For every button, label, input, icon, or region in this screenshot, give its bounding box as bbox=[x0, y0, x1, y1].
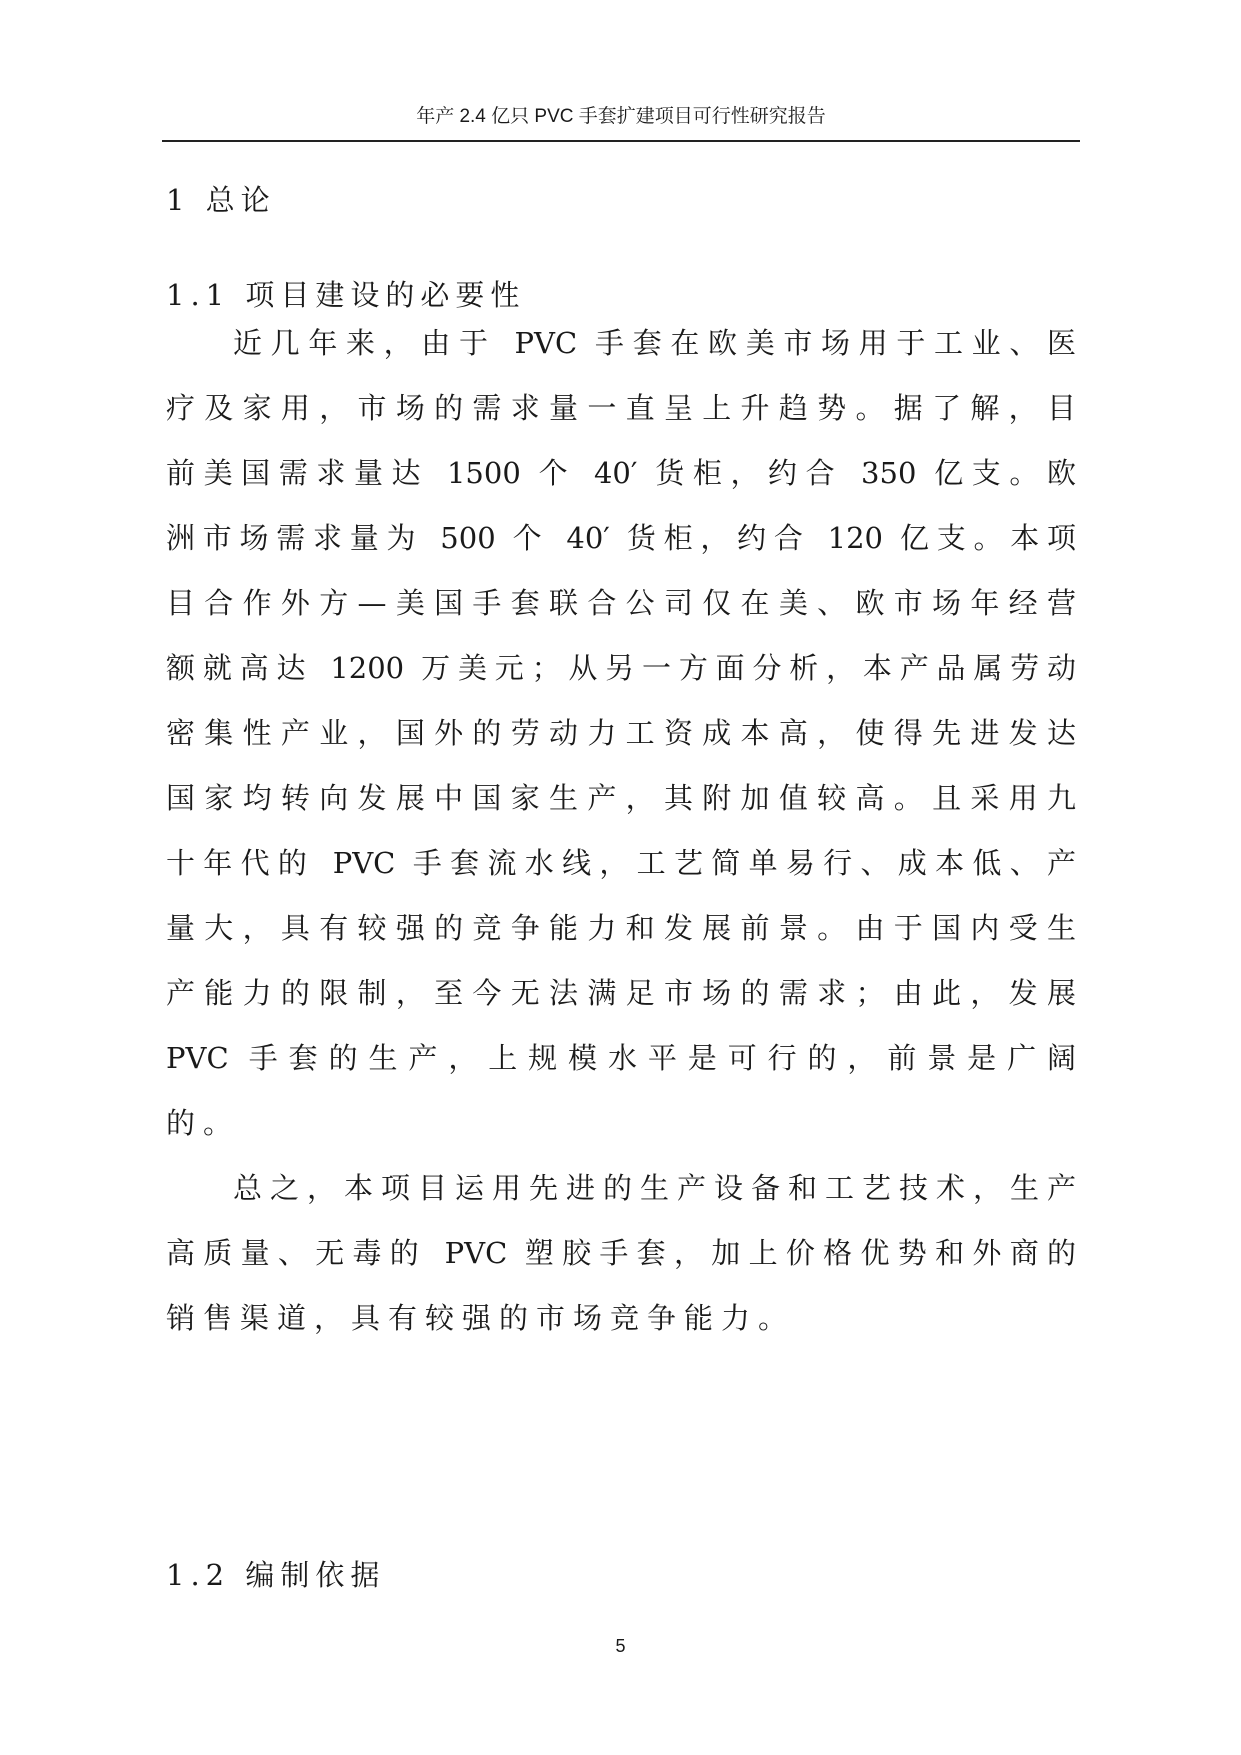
paragraph-line: 的。 bbox=[166, 1106, 241, 1140]
paragraph-line: 疗及家用，市场的需求量一直呈上升趋势。据了解，目 bbox=[166, 391, 1076, 425]
page-number: 5 bbox=[615, 1636, 626, 1656]
paragraph-line: 产能力的限制，至今无法满足市场的需求；由此，发展 bbox=[166, 976, 1076, 1010]
paragraph-line: 十年代的 PVC 手套流水线，工艺简单易行、成本低、产 bbox=[166, 846, 1076, 880]
paragraph-line: 近几年来，由于 PVC 手套在欧美市场用于工业、医 bbox=[233, 326, 1076, 360]
paragraph-line: 目合作外方—美国手套联合公司仅在美、欧市场年经营 bbox=[166, 586, 1076, 620]
paragraph-line: 国家均转向发展中国家生产，其附加值较高。且采用九 bbox=[166, 781, 1076, 815]
paragraph-line: PVC 手套的生产，上规模水平是可行的，前景是广阔 bbox=[166, 1041, 1076, 1075]
section-heading-basis: 1.2 编制依据 bbox=[166, 1558, 386, 1592]
report-title: 年产 2.4 亿只 PVC 手套扩建项目可行性研究报告 bbox=[416, 106, 826, 127]
paragraph-line: 销售渠道，具有较强的市场竞争能力。 bbox=[166, 1301, 796, 1335]
paragraph-line: 额就高达 1200 万美元；从另一方面分析，本产品属劳动 bbox=[166, 651, 1076, 685]
paragraph-line: 洲市场需求量为 500 个 40′ 货柜，约合 120 亿支。本项 bbox=[166, 521, 1076, 555]
paragraph-line: 总之，本项目运用先进的生产设备和工艺技术，生产 bbox=[233, 1171, 1076, 1205]
paragraph-line: 量大，具有较强的竞争能力和发展前景。由于国内受生 bbox=[166, 911, 1076, 945]
section-heading-general: 1 总论 bbox=[166, 183, 276, 217]
paragraph-line: 高质量、无毒的 PVC 塑胶手套，加上价格优势和外商的 bbox=[166, 1236, 1076, 1270]
paragraph-line: 前美国需求量达 1500 个 40′ 货柜，约合 350 亿支。欧 bbox=[166, 456, 1076, 490]
page-header bbox=[162, 104, 1080, 142]
paragraph-line: 密集性产业，国外的劳动力工资成本高，使得先进发达 bbox=[166, 716, 1076, 750]
section-heading-necessity: 1.1 项目建设的必要性 bbox=[166, 278, 526, 312]
